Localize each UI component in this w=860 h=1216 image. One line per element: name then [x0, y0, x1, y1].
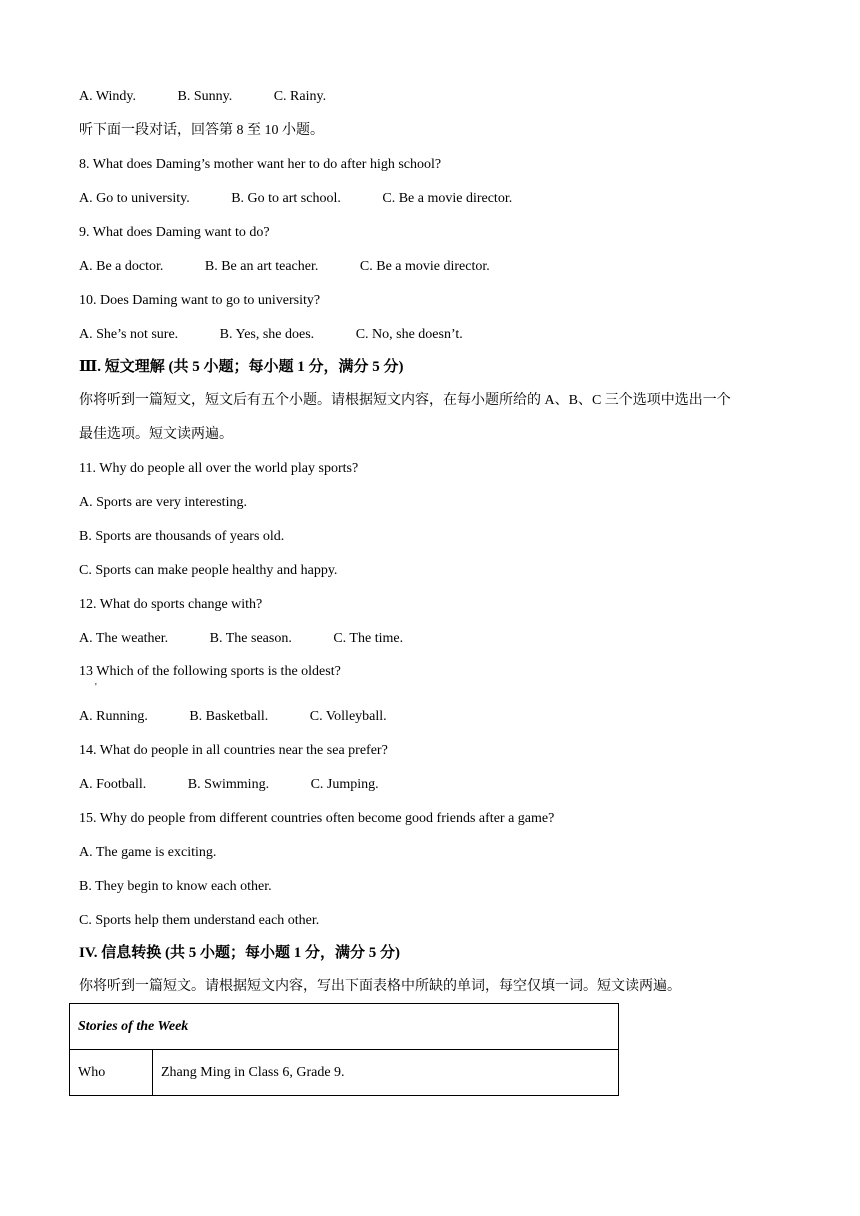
q13-options: [79, 708, 387, 726]
q10-option-a: A. She’s not sure.: [79, 327, 179, 342]
table-caption: Stories of the Week: [70, 1004, 619, 1050]
q15-text: 15. Why do people from different countries often become good friends after a game?: [79, 811, 555, 826]
q10-option-b: B. Yes, she does.: [219, 327, 315, 342]
stories-table: [69, 1003, 619, 1096]
q14-option-a: A. Football.: [79, 777, 147, 792]
q14-option-c: C. Jumping.: [310, 777, 379, 792]
q11-option-c: C. Sports can make people healthy and happy.: [79, 563, 338, 578]
q10-option-c: C. No, she doesn’t.: [355, 327, 463, 342]
q14-option-b: B. Swimming.: [187, 777, 270, 792]
table-row: [70, 1050, 619, 1096]
q13-option-a: A. Running.: [79, 709, 148, 724]
q13-stray-mark: ': [95, 682, 97, 693]
q14-text: 14. What do people in all countries near the sea prefer?: [79, 743, 388, 758]
q8-option-a: A. Go to university.: [79, 191, 190, 206]
q10-options: [79, 326, 463, 344]
q9-options: [79, 258, 490, 276]
instruction-8-10: 听下面一段对话，回答第 8 至 10 小题。: [79, 123, 324, 138]
q13-text: 13 Which of the following sports is the oldest?: [79, 664, 341, 679]
table-row-value: Zhang Ming in Class 6, Grade 9.: [153, 1050, 619, 1096]
q13-option-c: C. Volleyball.: [309, 709, 387, 724]
q12-option-b: B. The season.: [209, 631, 292, 646]
q9-option-c: C. Be a movie director.: [359, 259, 490, 274]
q11-option-a: A. Sports are very interesting.: [79, 495, 247, 510]
section-3-heading: Ⅲ. 短文理解 (共 5 小题；每小题 1 分，满分 5 分): [79, 359, 404, 375]
q9-option-b: B. Be an art teacher.: [204, 259, 319, 274]
table-caption-row: [70, 1004, 619, 1050]
q9-text: 9. What does Daming want to do?: [79, 225, 270, 240]
q12-options: [79, 630, 403, 648]
section-3-instruction-line-2: 最佳选项。短文读两遍。: [79, 427, 233, 442]
q15-option-b: B. They begin to know each other.: [79, 879, 272, 894]
q12-option-c: C. The time.: [333, 631, 404, 646]
table-row-label: Who: [70, 1050, 153, 1096]
q10-text: 10. Does Daming want to go to university?: [79, 293, 321, 308]
q8-text: 8. What does Daming’s mother want her to do after high school?: [79, 157, 442, 172]
q7-options: [79, 88, 326, 106]
q12-text: 12. What do sports change with?: [79, 597, 263, 612]
q7-option-c: C. Rainy.: [273, 89, 327, 104]
q8-option-c: C. Be a movie director.: [382, 191, 513, 206]
q7-option-b: B. Sunny.: [177, 89, 233, 104]
q13-option-b: B. Basketball.: [189, 709, 269, 724]
q7-option-a: A. Windy.: [79, 89, 136, 104]
section-4-heading: IV. 信息转换 (共 5 小题；每小题 1 分，满分 5 分): [79, 945, 400, 961]
q9-option-a: A. Be a doctor.: [79, 259, 164, 274]
q8-options: [79, 190, 512, 208]
q15-option-a: A. The game is exciting.: [79, 845, 217, 860]
section-3-instruction-line-1: 你将听到一篇短文，短文后有五个小题。请根据短文内容，在每小题所给的 A、B、C 三个选项中选出一个: [79, 393, 731, 408]
q11-option-b: B. Sports are thousands of years old.: [79, 529, 285, 544]
section-4-instruction: 你将听到一篇短文。请根据短文内容，写出下面表格中所缺的单词，每空仅填一词。短文读两遍。: [79, 979, 681, 994]
q11-text: 11. Why do people all over the world play sports?: [79, 461, 359, 476]
q15-option-c: C. Sports help them understand each other.: [79, 913, 320, 928]
q14-options: [79, 776, 379, 794]
q12-option-a: A. The weather.: [79, 631, 169, 646]
q8-option-b: B. Go to art school.: [231, 191, 341, 206]
